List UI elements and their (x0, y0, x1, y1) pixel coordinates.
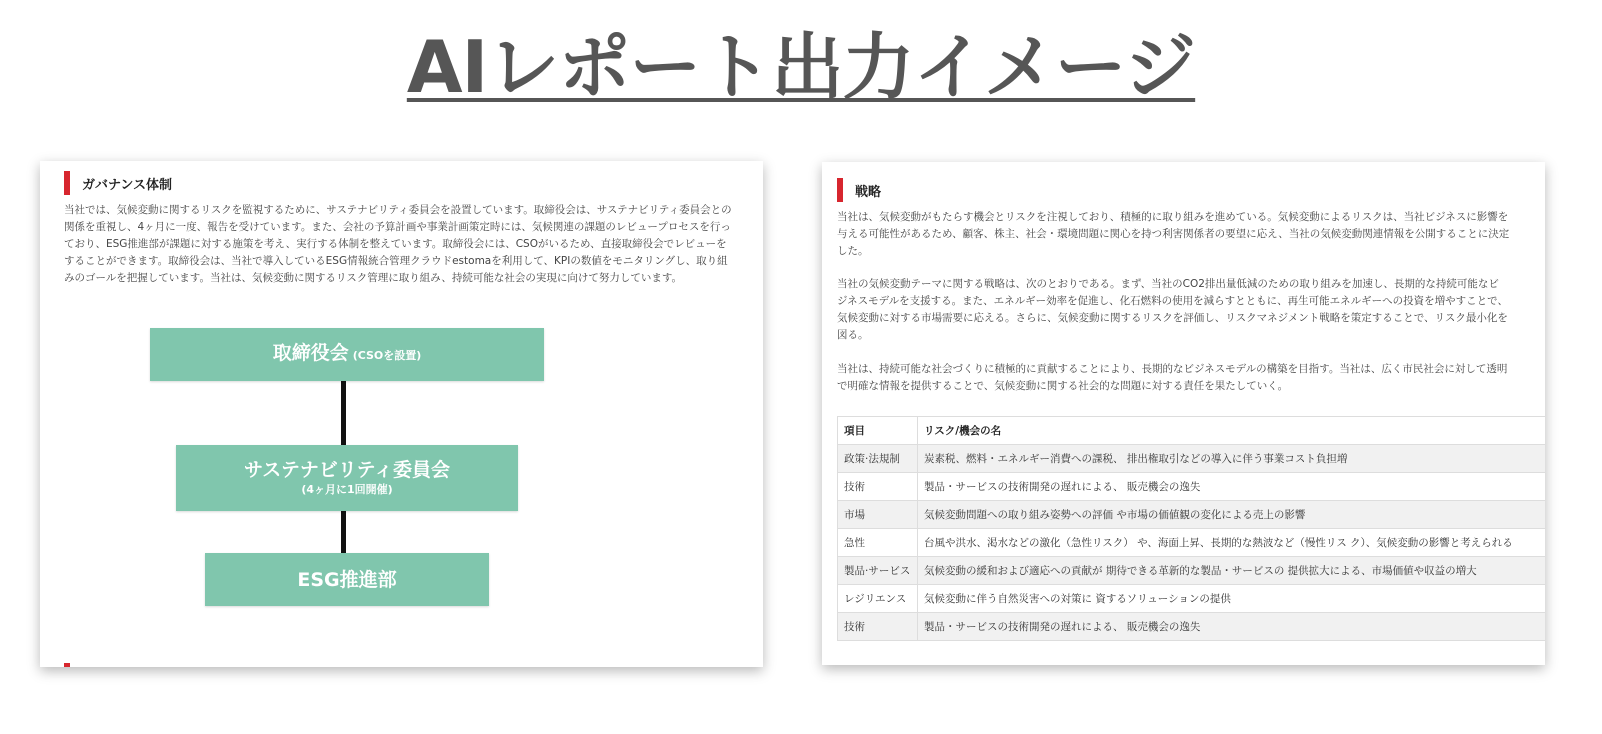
table-cell-item: 急性 (838, 529, 918, 557)
table-cell-item: 技術 (838, 613, 918, 641)
paragraph-line: することができます。取締役会は、当社で導入しているESG情報統合管理クラウドestomaを利用して、KPIの数値をモニタリングし、取り組 (64, 255, 728, 267)
table-row (838, 473, 1546, 501)
strategy-report-card (822, 162, 1545, 665)
table-cell-item: 製品·サービス (838, 557, 918, 585)
governance-paragraph (64, 202, 732, 287)
table-cell-risk: 気候変動問題への取り組み姿勢への評価 や市場の価値観の変化による売上の影響 (918, 501, 1546, 529)
table-row (838, 585, 1546, 613)
paragraph-line: した。 (837, 245, 869, 257)
page-title: AIレポート出力イメージ (406, 25, 1196, 109)
paragraph-line: 当社は、気候変動がもたらす機会とリスクを注視しており、積極的に取り組みを進めている。気候変動によるリスクは、当社ビジネスに影響を (837, 211, 1509, 223)
governance-report-card (40, 161, 763, 667)
table-cell-risk: 台風や洪水、渇水などの激化（急性リスク） や、海面上昇、長期的な熱波など（慢性リス ク）、気候変動の影響と考えられる (918, 529, 1546, 557)
paragraph-line: 当社の気候変動テーマに関する戦略は、次のとおりである。まず、当社のCO2排出量低減のための取り組みを加速し、長期的な持続可能なビ (837, 278, 1499, 290)
org-box-committee (176, 445, 518, 511)
governance-heading: ガバナンス体制 (82, 177, 172, 193)
table-row (838, 613, 1546, 641)
paragraph-line: で明確な情報を提供することで、気候変動に関する社会的な問題に対する責任を果たしていく。 (837, 380, 1289, 392)
committee-note: (4ヶ月に1回開催) (301, 483, 393, 496)
board-note: (CSOを設置) (352, 349, 422, 362)
paragraph-line: ており、ESG推進部が課題に対する施策を考え、実行する体制を整えています。取締役会には、CSOがいるため、直接取締役会でレビューを (64, 238, 727, 250)
section-accent-bar (64, 171, 70, 195)
board-label: 取締役会 (272, 342, 349, 364)
table-cell-risk: 炭素税、燃料・エネルギー消費への課税、 排出権取引などの導入に伴う事業コスト負担増 (918, 445, 1546, 473)
paragraph-line: みのゴールを把握しています。当社は、気候変動に関するリスク管理に取り組み、持続可能な社会の実現に向けて努力しています。 (64, 272, 683, 284)
column-header-risk-name: リスク/機会の名 (918, 417, 1546, 445)
paragraph-line: 与える可能性があるため、顧客、株主、社会・環境問題に関心を持つ利害関係者の要望に応え、当社の気候変動関連情報を公開することに決定 (837, 228, 1510, 240)
table-row (838, 557, 1546, 585)
org-connector-line (341, 511, 346, 553)
table-cell-risk: 製品・サービスの技術開発の遅れによる、 販売機会の逸失 (918, 473, 1546, 501)
strategy-heading: 戦略 (855, 184, 882, 200)
paragraph-line: 関係を重視し、4ヶ月に一度、報告を受けています。また、会社の予算計画や事業計画策定時には、気候関連の課題のレビュープロセスを行っ (64, 221, 731, 233)
strategy-paragraph-3 (837, 361, 1507, 395)
paragraph-line: 当社は、持続可能な社会づくりに積極的に貢献することにより、長期的なビジネスモデルの構築を目指す。当社は、広く市民社会に対して透明 (837, 363, 1508, 375)
next-section-accent (64, 663, 70, 667)
table-row (838, 445, 1546, 473)
paragraph-line: ジネスモデルを支援する。また、エネルギー効率を促進し、化石燃料の使用を減らすとともに、再生可能エネルギーへの投資を増やすことで、 (837, 295, 1508, 307)
strategy-paragraph-1 (837, 209, 1509, 260)
table-cell-item: 技術 (838, 473, 918, 501)
governance-section-header (64, 171, 172, 195)
section-accent-bar (837, 178, 843, 202)
strategy-section-header (837, 178, 881, 202)
table-cell-item: 市場 (838, 501, 918, 529)
esg-dept-label: ESG推進部 (297, 568, 397, 591)
org-connector-line (341, 381, 346, 445)
table-cell-item: レジリエンス (838, 585, 918, 613)
paragraph-line: 当社では、気候変動に関するリスクを監視するために、サステナビリティ委員会を設置しています。取締役会は、サステナビリティ委員会との (64, 204, 732, 216)
table-row (838, 529, 1546, 557)
strategy-paragraph-2 (837, 276, 1508, 344)
paragraph-line: 気候変動に対する市場需要に応える。さらに、気候変動に関するリスクを評価し、リスクマネジメント戦略を策定することで、リスク最小化を (837, 312, 1508, 324)
table-cell-risk: 製品・サービスの技術開発の遅れによる、 販売機会の逸失 (918, 613, 1546, 641)
table-row (838, 501, 1546, 529)
table-cell-risk: 気候変動に伴う自然災害への対策に 資するソリューションの提供 (918, 585, 1546, 613)
table-header-row (838, 417, 1546, 445)
column-header-item: 項目 (838, 417, 918, 445)
org-box-board (150, 328, 544, 381)
committee-label: サステナビリティ委員会 (244, 459, 450, 481)
table-cell-risk: 気候変動の緩和および適応への貢献が 期待できる革新的な製品・サービスの 提供拡大による、市場価値や収益の増大 (918, 557, 1546, 585)
table-cell-item: 政策·法規制 (838, 445, 918, 473)
org-box-esg-dept (205, 553, 489, 606)
paragraph-line: 図る。 (837, 329, 869, 341)
risk-opportunity-table (837, 416, 1545, 641)
